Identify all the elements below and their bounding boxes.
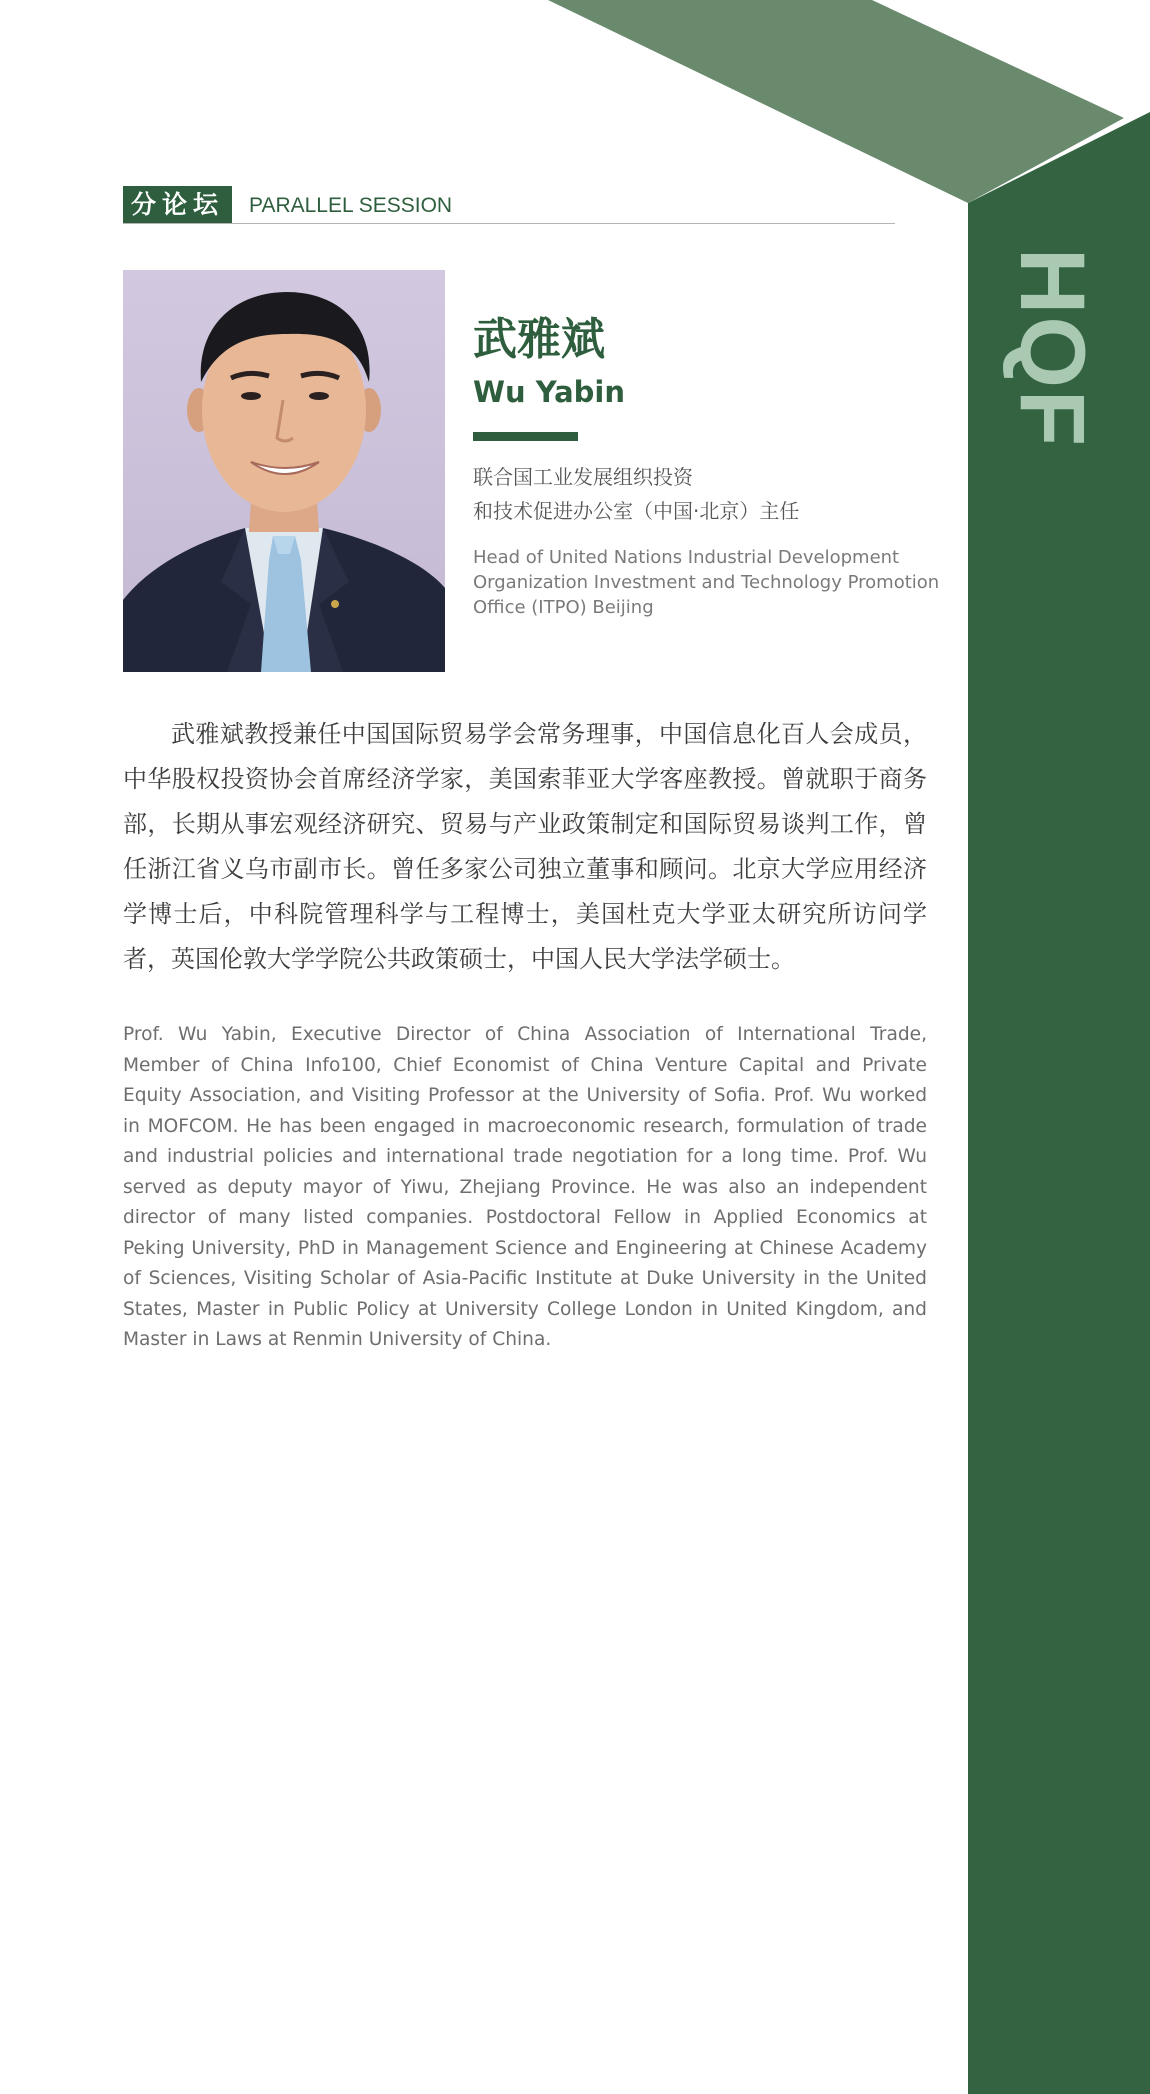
speaker-title-en [473, 545, 940, 620]
session-header [123, 186, 895, 224]
bio-en-line: Master in Laws at Renmin University of China. [123, 1329, 552, 1350]
title-en-line: Office (ITPO) Beijing [473, 597, 654, 618]
speaker-title-zh [473, 460, 799, 528]
title-zh-line: 和技术促进办公室（中国·北京）主任 [473, 499, 800, 523]
title-en-line: Organization Investment and Technology Promotion [473, 572, 940, 593]
session-label: PARALLEL SESSION [249, 194, 453, 217]
portrait-illustration [123, 270, 445, 672]
bio-en-line: of Sciences, Visiting Scholar of Asia-Pacific Institute at Duke University in the United [123, 1268, 927, 1289]
bio-en-line: Prof. Wu Yabin, Executive Director of China Association of International Trade, [123, 1024, 927, 1045]
bio-en-line: director of many listed companies. Postdoctoral Fellow in Applied Economics at [123, 1207, 927, 1228]
bio-en-line: States, Master in Public Policy at University College London in United Kingdom, and [123, 1298, 927, 1320]
bio-en-line: Member of China Info100, Chief Economist of China Venture Capital and Private [123, 1054, 927, 1076]
bio-en-line: Peking University, PhD in Management Science and Engineering at Chinese Academy [123, 1237, 927, 1259]
session-badge: 分论坛 [123, 186, 232, 224]
bio-en-line: and industrial policies and international trade negotiation for a long time. Prof. Wu [123, 1146, 927, 1167]
bio-en-line: in MOFCOM. He has been engaged in macroeconomic research, formulation of trade [123, 1115, 927, 1137]
speaker-name-zh: 武雅斌 [473, 314, 605, 365]
speaker-name-en: Wu Yabin [473, 375, 625, 409]
bio-en-line: Equity Association, and Visiting Professor at the University of Sofia. Prof. Wu worked [123, 1085, 927, 1106]
bio-en-line: served as deputy mayor of Yiwu, Zhejiang Province. He was also an independent [123, 1176, 927, 1198]
title-zh-line: 联合国工业发展组织投资 [473, 465, 693, 489]
biography-en [123, 1020, 927, 1356]
hqf-logo [1001, 243, 1104, 453]
title-en-line: Head of United Nations Industrial Development [473, 547, 900, 568]
hqf-logo-text: HQF [1001, 247, 1104, 449]
biography-zh: 武雅斌教授兼任中国国际贸易学会常务理事，中国信息化百人会成员，中华股权投资协会首席经济学家，美国索菲亚大学客座教授。曾就职于商务部，长期从事宏观经济研究、贸易与产业政策制定和国际贸易谈判工作，曾任浙江省义乌市副市长。曾任多家公司独立董事和顾问。北京大学应用经济学博士后，中科院管理科学与工程博士，美国杜克大学亚太研究所访问学者，英国伦敦大学学院公共政策硕士，中国人民大学法学硕士。 [123, 720, 927, 973]
speaker-portrait [123, 270, 445, 672]
header-divider [123, 223, 895, 224]
name-underline [473, 432, 578, 441]
